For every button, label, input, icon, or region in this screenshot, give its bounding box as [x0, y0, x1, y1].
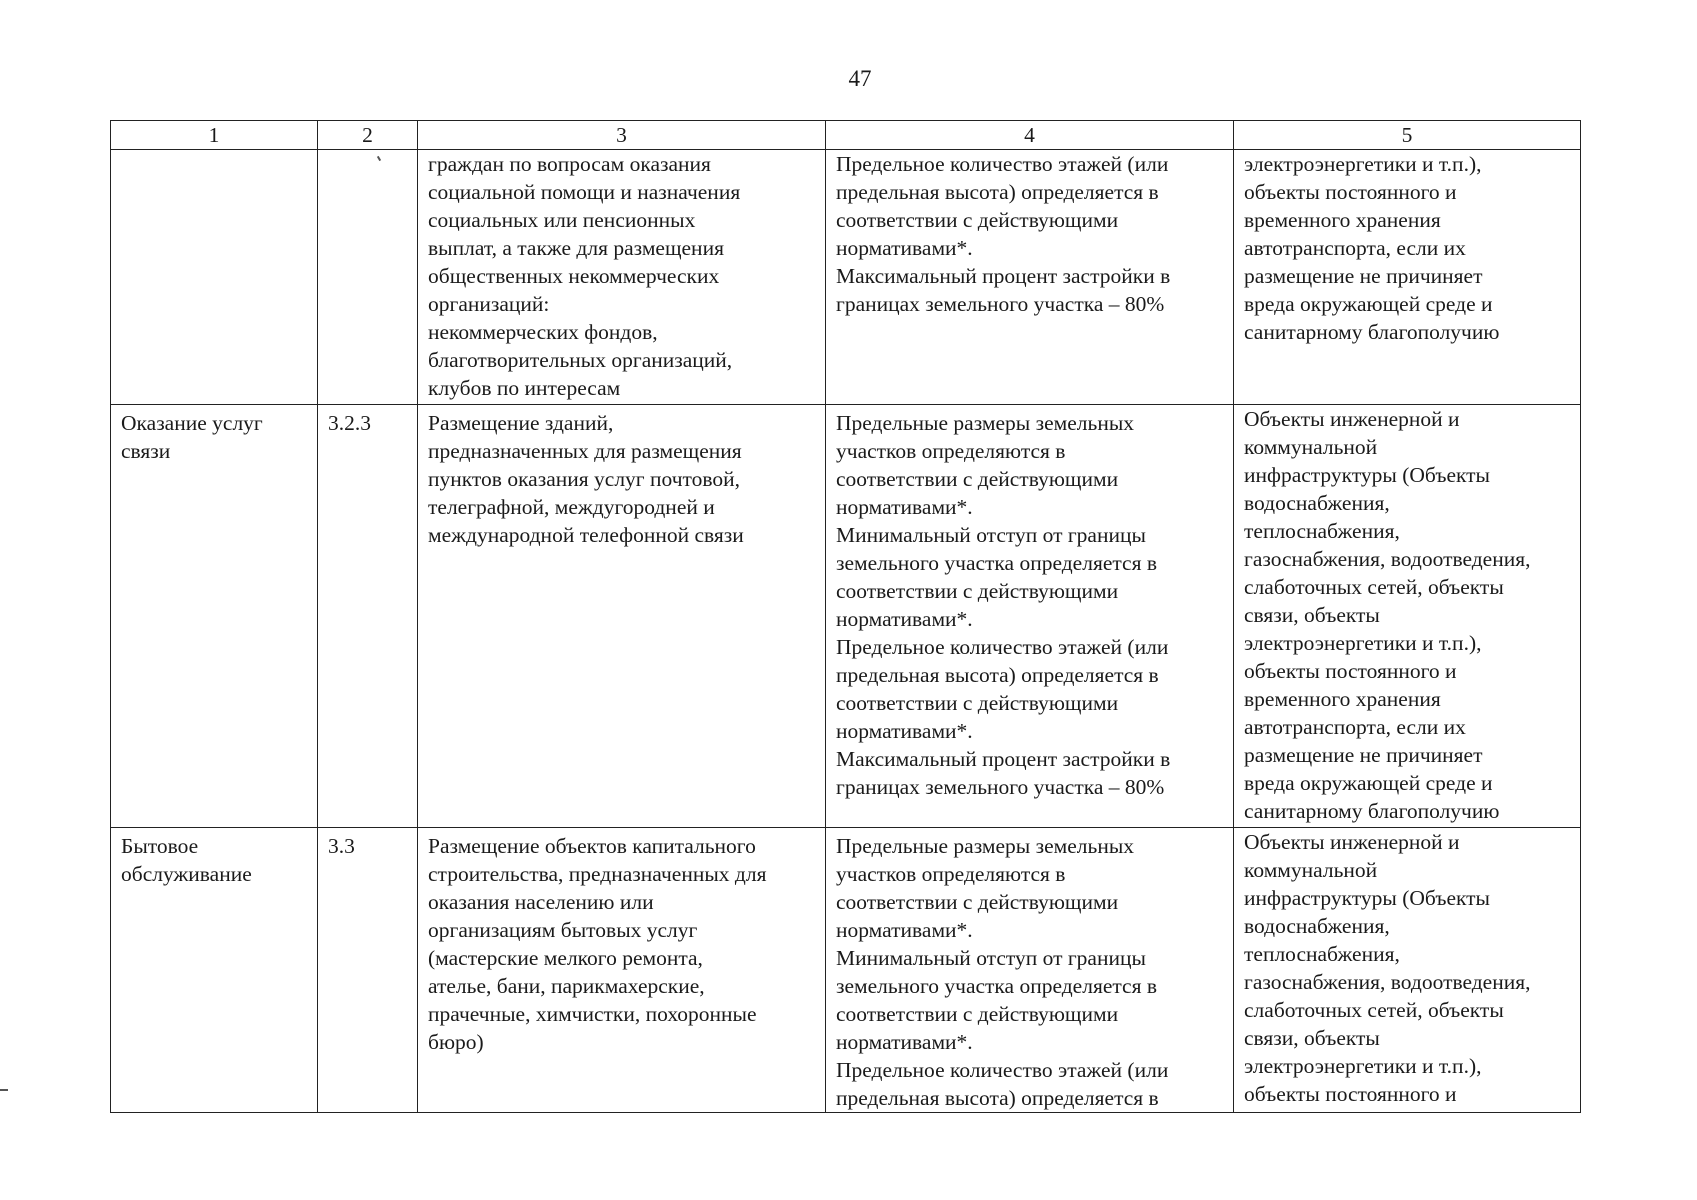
cell-text-line: земельного участка определяется в: [836, 974, 1157, 998]
column-header-1: 1: [111, 121, 318, 150]
cell-text-line: границах земельного участка – 80%: [836, 292, 1165, 316]
cell-text-line: социальной помощи и назначения: [428, 180, 741, 204]
cell-text-line: социальных или пенсионных: [428, 208, 696, 232]
cell-text-line: оказания населению или: [428, 890, 654, 914]
cell-text-line: объекты постоянного и: [1244, 659, 1457, 683]
cell-text-line: Максимальный процент застройки в: [836, 264, 1171, 288]
cell-text-line: объекты постоянного и: [1244, 1082, 1457, 1106]
cell-text-line: Предельное количество этажей (или: [836, 152, 1169, 176]
cell-text-line: коммунальной: [1244, 435, 1378, 459]
cell-text-line: некоммерческих фондов,: [428, 320, 658, 344]
cell-text-line: Предельные размеры земельных: [836, 834, 1135, 858]
auxiliary-uses-cell: [1234, 150, 1581, 405]
cell-text-line: временного хранения: [1244, 687, 1441, 711]
cell-text-line: санитарному благополучию: [1244, 320, 1500, 344]
use-description-cell: [418, 828, 826, 1113]
cell-text-line: соответствии с действующими: [836, 208, 1119, 232]
cell-text-line: соответствии с действующими: [836, 467, 1119, 491]
cell-text-line: благотворительных организаций,: [428, 348, 733, 372]
cell-text-line: слаботочных сетей, объекты: [1244, 575, 1504, 599]
cell-text-line: Объекты инженерной и: [1244, 407, 1460, 431]
auxiliary-uses-cell: [1234, 828, 1581, 1113]
page-number: 47: [848, 66, 872, 91]
cell-text-line: вреда окружающей среде и: [1244, 292, 1493, 316]
use-code-cell: [318, 150, 418, 405]
cell-text-line: электроэнергетики и т.п.),: [1244, 631, 1482, 655]
cell-text-line: электроэнергетики и т.п.),: [1244, 152, 1482, 176]
use-name-cell: [111, 828, 318, 1113]
cell-text-line: инфраструктуры (Объекты: [1244, 463, 1491, 487]
cell-text-line: Бытовое: [121, 834, 199, 858]
cell-text-line: нормативами*.: [836, 719, 973, 743]
cell-text-line: соответствии с действующими: [836, 691, 1119, 715]
cell-text-line: автотранспорта, если их: [1244, 715, 1466, 739]
cell-text-line: автотранспорта, если их: [1244, 236, 1466, 260]
use-name-cell: [111, 150, 318, 405]
cell-text-line: клубов по интересам: [428, 376, 621, 400]
cell-text-line: пунктов оказания услуг почтовой,: [428, 467, 741, 491]
table-row: [111, 150, 1581, 405]
cell-text-line: связи: [121, 439, 171, 463]
auxiliary-uses-cell: [1234, 405, 1581, 828]
cell-text-line: связи, объекты: [1244, 1026, 1380, 1050]
cell-text-line: размещение не причиняет: [1244, 264, 1483, 288]
cell-text-line: выплат, а также для размещения: [428, 236, 724, 260]
permitted-use-table: [110, 120, 1581, 1113]
cell-text-line: теплоснабжения,: [1244, 942, 1400, 966]
use-code-cell: 3.3: [318, 828, 418, 1113]
cell-text-line: водоснабжения,: [1244, 914, 1390, 938]
cell-text-line: Предельное количество этажей (или: [836, 1058, 1169, 1082]
cell-text-line: бюро): [428, 1030, 484, 1054]
cell-text-line: нормативами*.: [836, 495, 973, 519]
cell-text-line: участков определяются в: [836, 862, 1066, 886]
cell-text-line: земельного участка определяется в: [836, 551, 1157, 575]
cell-text-line: Размещение зданий,: [428, 411, 614, 435]
cell-text-line: электроэнергетики и т.п.),: [1244, 1054, 1482, 1078]
cell-text-line: соответствии с действующими: [836, 1002, 1119, 1026]
cell-text-line: организациям бытовых услуг: [428, 918, 698, 942]
cell-text-line: ателье, бани, парикмахерские,: [428, 974, 705, 998]
cell-text-line: связи, объекты: [1244, 603, 1380, 627]
cell-text-line: Объекты инженерной и: [1244, 830, 1460, 854]
cell-text-line: водоснабжения,: [1244, 491, 1390, 515]
cell-text-line: предельная высота) определяется в: [836, 180, 1159, 204]
cell-text-line: предназначенных для размещения: [428, 439, 742, 463]
cell-text-line: международной телефонной связи: [428, 523, 744, 547]
cell-text-line: участков определяются в: [836, 439, 1066, 463]
cell-text-line: вреда окружающей среде и: [1244, 771, 1493, 795]
cell-text-line: Максимальный процент застройки в: [836, 747, 1171, 771]
cell-text-line: граждан по вопросам оказания: [428, 152, 711, 176]
cell-text-line: обслуживание: [121, 862, 252, 886]
column-header-5: 5: [1234, 121, 1581, 150]
cell-text-line: Оказание услуг: [121, 411, 263, 435]
cell-text-line: предельная высота) определяется в: [836, 663, 1159, 687]
cell-text-line: организаций:: [428, 292, 550, 316]
cell-text-line: размещение не причиняет: [1244, 743, 1483, 767]
use-parameters-cell: [826, 150, 1234, 405]
use-name-cell: [111, 405, 318, 828]
cell-text-line: газоснабжения, водоотведения,: [1244, 970, 1531, 994]
cell-text-line: Минимальный отступ от границы: [836, 523, 1146, 547]
cell-text-line: объекты постоянного и: [1244, 180, 1457, 204]
use-description-cell: [418, 150, 826, 405]
cell-text-line: общественных некоммерческих: [428, 264, 720, 288]
cell-text-line: санитарному благополучию: [1244, 799, 1500, 823]
cell-text-line: строительства, предназначенных для: [428, 862, 767, 886]
use-parameters-cell: [826, 828, 1234, 1113]
cell-text-line: предельная высота) определяется в: [836, 1086, 1159, 1110]
cell-text-line: (мастерские мелкого ремонта,: [428, 946, 703, 970]
cell-text-line: границах земельного участка – 80%: [836, 775, 1165, 799]
scan-margin-mark: [0, 1089, 8, 1091]
cell-text-line: временного хранения: [1244, 208, 1441, 232]
cell-text-line: прачечные, химчистки, похоронные: [428, 1002, 757, 1026]
cell-text-line: телеграфной, междугородней и: [428, 495, 715, 519]
cell-text-line: нормативами*.: [836, 236, 973, 260]
column-header-2: 2: [318, 121, 418, 150]
column-header-4: 4: [826, 121, 1234, 150]
cell-text-line: соответствии с действующими: [836, 890, 1119, 914]
use-code-cell: 3.2.3: [318, 405, 418, 828]
cell-text-line: соответствии с действующими: [836, 579, 1119, 603]
use-description-cell: [418, 405, 826, 828]
cell-text-line: теплоснабжения,: [1244, 519, 1400, 543]
cell-text-line: слаботочных сетей, объекты: [1244, 998, 1504, 1022]
cell-text-line: Предельное количество этажей (или: [836, 635, 1169, 659]
table-row: [111, 828, 1581, 1113]
cell-text-line: Размещение объектов капитального: [428, 834, 756, 858]
cell-text-line: нормативами*.: [836, 1030, 973, 1054]
cell-text-line: коммунальной: [1244, 858, 1378, 882]
column-header-3: 3: [418, 121, 826, 150]
cell-text-line: инфраструктуры (Объекты: [1244, 886, 1491, 910]
cell-text-line: нормативами*.: [836, 607, 973, 631]
table-header-row: [111, 121, 1581, 150]
cell-text-line: газоснабжения, водоотведения,: [1244, 547, 1531, 571]
use-parameters-cell: [826, 405, 1234, 828]
table-row: [111, 405, 1581, 828]
cell-text-line: нормативами*.: [836, 918, 973, 942]
cell-text-line: Предельные размеры земельных: [836, 411, 1135, 435]
cell-text-line: Минимальный отступ от границы: [836, 946, 1146, 970]
